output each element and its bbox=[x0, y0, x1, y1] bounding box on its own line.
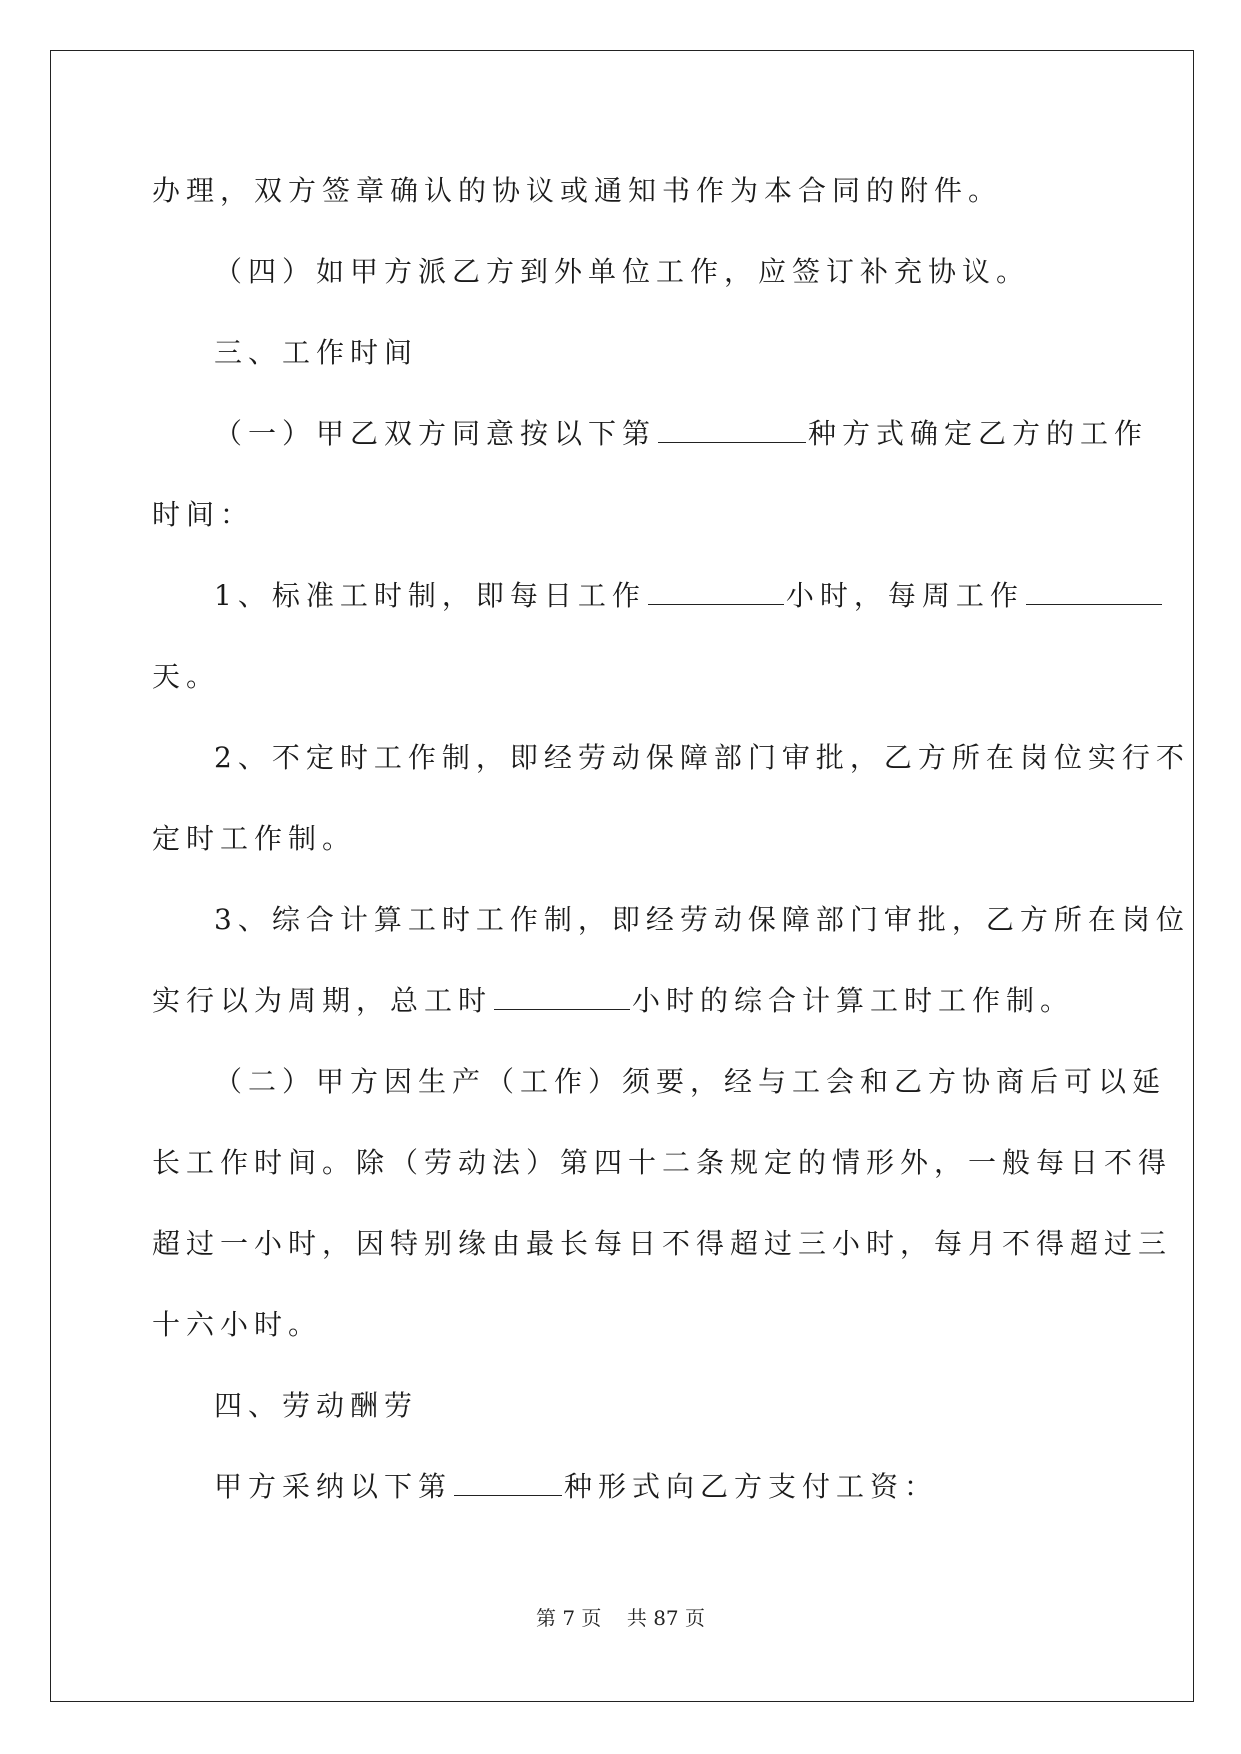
text-line: 十六小时。 bbox=[152, 1308, 323, 1341]
page-number-footer: 第 7 页 共 87 页 bbox=[535, 1606, 706, 1630]
text-segment: 1、标准工时制，即每日工作 bbox=[214, 579, 646, 612]
text-line bbox=[152, 960, 1092, 1041]
text-segment: 小时，每周工作 bbox=[785, 579, 1024, 612]
text-line: 超过一小时，因特别缘由最长每日不得超过三小时，每月不得超过三 bbox=[152, 1227, 1173, 1260]
fill-in-blank[interactable] bbox=[1026, 582, 1162, 605]
fill-in-blank[interactable] bbox=[648, 582, 784, 605]
text-line: 3、综合计算工时工作制，即经劳动保障部门审批，乙方所在岗位 bbox=[214, 903, 1190, 936]
text-line: 天。 bbox=[152, 660, 221, 693]
text-line bbox=[152, 1446, 1092, 1527]
fill-in-blank[interactable] bbox=[494, 987, 630, 1010]
text-segment: 甲方采纳以下第 bbox=[214, 1470, 453, 1503]
text-segment: 种形式向乙方支付工资： bbox=[564, 1470, 939, 1503]
text-line bbox=[152, 393, 1149, 474]
text-line: 2、不定时工作制，即经劳动保障部门审批，乙方所在岗位实行不 bbox=[214, 741, 1190, 774]
text-segment: 小时的综合计算工时工作制。 bbox=[632, 984, 1075, 1017]
text-line bbox=[152, 555, 1092, 636]
section-heading: 三、工作时间 bbox=[214, 336, 419, 369]
document-body bbox=[152, 150, 1190, 1527]
text-segment: （一）甲乙双方同意按以下第 bbox=[214, 417, 657, 450]
text-segment: 实行以为周期，总工时 bbox=[152, 984, 493, 1017]
fill-in-blank[interactable] bbox=[454, 1473, 562, 1496]
text-line: （四）如甲方派乙方到外单位工作，应签订补充协议。 bbox=[214, 255, 1031, 288]
text-line: 长工作时间。除（劳动法）第四十二条规定的情形外，一般每日不得 bbox=[152, 1146, 1173, 1179]
text-segment: 种方式确定乙方的工作 bbox=[808, 417, 1149, 450]
text-line: 办理，双方签章确认的协议或通知书作为本合同的附件。 bbox=[152, 174, 1003, 207]
section-heading: 四、劳动酬劳 bbox=[214, 1389, 419, 1422]
fill-in-blank[interactable] bbox=[658, 420, 806, 443]
text-line: 定时工作制。 bbox=[152, 822, 357, 855]
text-line: 时间： bbox=[152, 498, 255, 531]
text-line: （二）甲方因生产（工作）须要，经与工会和乙方协商后可以延 bbox=[214, 1065, 1167, 1098]
